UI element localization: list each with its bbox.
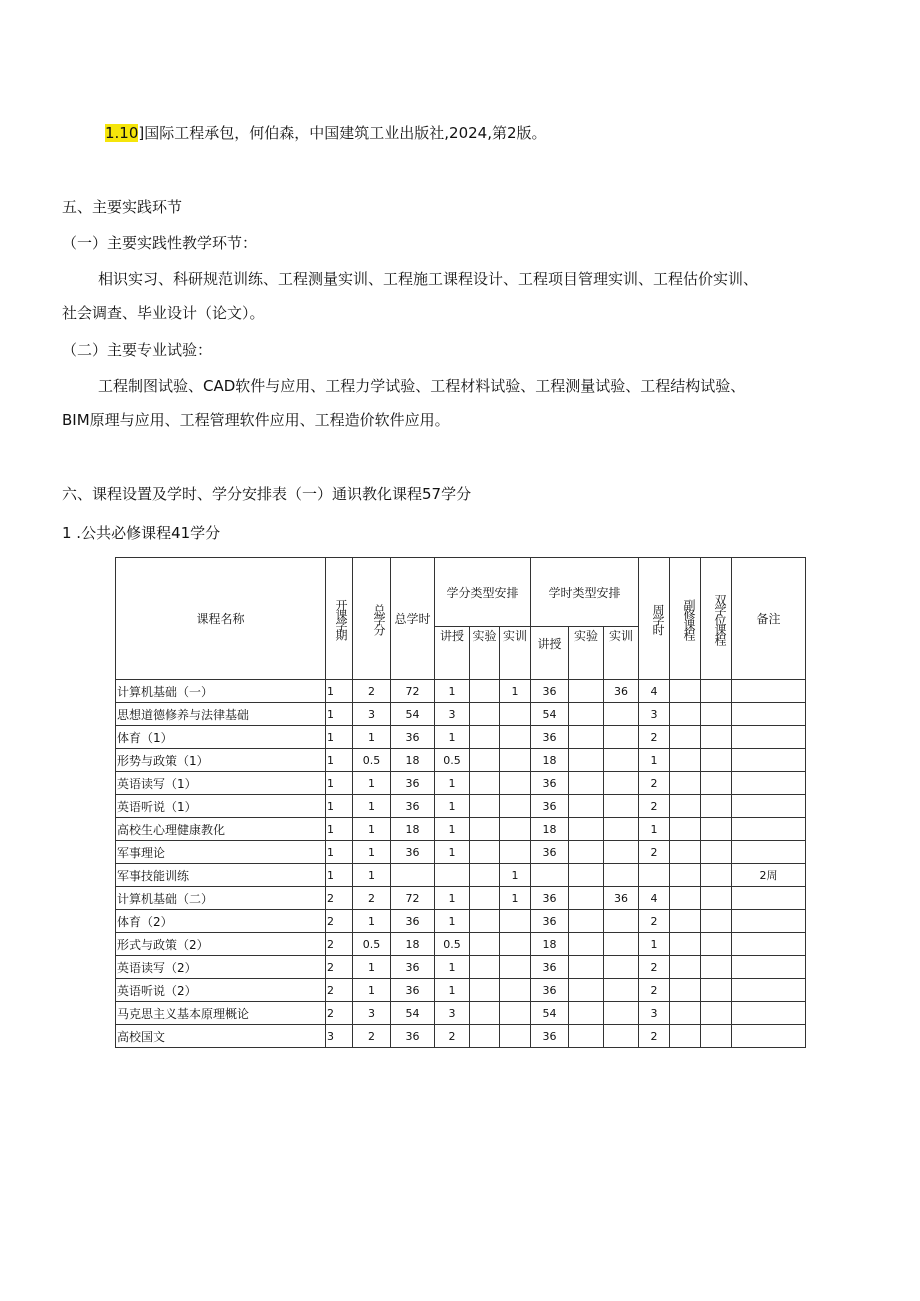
cell-credits: 0.5 [353,749,391,772]
cell-hours [391,864,435,887]
cell-credit-lecture: 0.5 [435,749,470,772]
cell-remark [732,795,806,818]
cell-hour-experiment [569,864,604,887]
cell-double [701,818,732,841]
cell-hour-lecture: 36 [531,979,569,1002]
header-minor-course: 副修课程 [670,558,701,680]
header-credit-training: 实训 [500,627,531,680]
header-total-credits: 总学分 [353,558,391,680]
cell-credit-experiment [470,1025,500,1048]
cell-minor [670,795,701,818]
cell-double [701,703,732,726]
cell-semester: 2 [326,910,353,933]
cell-credits: 1 [353,795,391,818]
cell-credits: 1 [353,910,391,933]
cell-hour-experiment [569,910,604,933]
table-row [116,933,806,956]
cell-credit-lecture: 0.5 [435,933,470,956]
table-row [116,979,806,1002]
cell-hour-training [604,956,639,979]
cell-weekly: 4 [639,887,670,910]
cell-name: 英语读写（1） [116,772,326,795]
cell-hours: 72 [391,887,435,910]
section5-sub1-heading: （一）主要实践性教学环节： [62,234,258,252]
cell-remark [732,703,806,726]
cell-name: 计算机基础（一） [116,680,326,703]
cell-hour-lecture: 18 [531,749,569,772]
cell-remark [732,680,806,703]
cell-credit-experiment [470,910,500,933]
cell-semester: 1 [326,795,353,818]
cell-double [701,841,732,864]
header-hour-training: 实训 [604,627,639,680]
cell-credit-training [500,749,531,772]
cell-minor [670,864,701,887]
cell-credit-training [500,726,531,749]
cell-hour-lecture: 54 [531,1002,569,1025]
cell-remark [732,910,806,933]
course-table [115,557,806,1048]
table-row [116,795,806,818]
cell-semester: 1 [326,818,353,841]
cell-hours: 54 [391,1002,435,1025]
cell-credit-experiment [470,703,500,726]
cell-hour-experiment [569,1025,604,1048]
cell-minor [670,910,701,933]
table-row [116,864,806,887]
cell-semester: 2 [326,979,353,1002]
cell-hour-experiment [569,933,604,956]
cell-weekly: 2 [639,956,670,979]
cell-credit-lecture: 1 [435,979,470,1002]
cell-hour-lecture: 54 [531,703,569,726]
cell-remark [732,956,806,979]
cell-credit-training: 1 [500,887,531,910]
reference-entry [105,123,547,143]
cell-credit-training [500,772,531,795]
cell-remark [732,933,806,956]
cell-hour-experiment [569,956,604,979]
cell-credit-lecture: 1 [435,910,470,933]
cell-credit-experiment [470,726,500,749]
cell-hour-lecture: 36 [531,795,569,818]
cell-weekly: 2 [639,979,670,1002]
cell-name: 英语读写（2） [116,956,326,979]
cell-credits: 1 [353,726,391,749]
cell-remark [732,726,806,749]
cell-remark [732,979,806,1002]
reference-text: ]国际工程承包，何伯森，中国建筑工业出版社,2024,第2版。 [138,124,547,142]
cell-name: 高校国文 [116,1025,326,1048]
cell-name: 思想道德修养与法律基础 [116,703,326,726]
cell-credits: 1 [353,979,391,1002]
section6-sub1-heading: 1 .公共必修课程41学分 [62,524,221,542]
cell-hour-training [604,1002,639,1025]
cell-hours: 36 [391,910,435,933]
cell-credit-experiment [470,864,500,887]
cell-credits: 3 [353,703,391,726]
cell-credits: 3 [353,1002,391,1025]
cell-name: 军事理论 [116,841,326,864]
cell-minor [670,933,701,956]
table-row [116,910,806,933]
cell-hour-experiment [569,1002,604,1025]
cell-hour-lecture: 18 [531,818,569,841]
table-row [116,772,806,795]
cell-credits: 1 [353,818,391,841]
table-row [116,956,806,979]
cell-weekly: 3 [639,1002,670,1025]
table-row [116,887,806,910]
cell-semester: 1 [326,680,353,703]
cell-credit-lecture: 1 [435,726,470,749]
cell-hour-training [604,979,639,1002]
reference-number-highlight: 1.10 [105,124,139,142]
cell-semester: 2 [326,933,353,956]
cell-double [701,1025,732,1048]
table-row [116,749,806,772]
header-credit-type: 学分类型安排 [435,558,531,627]
cell-minor [670,956,701,979]
cell-hours: 36 [391,979,435,1002]
section5-sub2-heading: （二）主要专业试验： [62,341,213,359]
cell-hour-training [604,749,639,772]
table-row [116,818,806,841]
cell-hour-experiment [569,726,604,749]
cell-name: 英语听说（1） [116,795,326,818]
cell-hours: 36 [391,726,435,749]
cell-semester: 1 [326,841,353,864]
cell-hours: 18 [391,933,435,956]
cell-credit-training [500,795,531,818]
cell-hour-lecture: 36 [531,956,569,979]
cell-semester: 2 [326,887,353,910]
cell-minor [670,1025,701,1048]
table-row [116,703,806,726]
cell-credit-lecture: 1 [435,956,470,979]
cell-hour-experiment [569,979,604,1002]
cell-hours: 36 [391,795,435,818]
cell-weekly: 2 [639,841,670,864]
cell-hour-lecture: 36 [531,772,569,795]
cell-semester: 2 [326,956,353,979]
cell-double [701,910,732,933]
cell-semester: 2 [326,1002,353,1025]
cell-credit-lecture: 1 [435,772,470,795]
cell-remark [732,818,806,841]
cell-minor [670,726,701,749]
section5-sub2-text-2: BIM原理与应用、工程管理软件应用、工程造价软件应用。 [62,411,450,429]
cell-credits: 2 [353,1025,391,1048]
cell-hour-training: 36 [604,680,639,703]
cell-double [701,726,732,749]
header-credit-lecture: 讲授 [435,627,470,680]
cell-name: 高校生心理健康教化 [116,818,326,841]
cell-credit-lecture: 3 [435,1002,470,1025]
cell-weekly: 1 [639,749,670,772]
header-weekly-hours: 周学时 [639,558,670,680]
cell-double [701,887,732,910]
section6-title: 六、课程设置及学时、学分安排表（一）通识教化课程57学分 [62,485,472,503]
cell-minor [670,703,701,726]
cell-weekly: 2 [639,772,670,795]
cell-hour-experiment [569,749,604,772]
cell-hours: 18 [391,818,435,841]
cell-credit-training [500,841,531,864]
cell-hour-training [604,841,639,864]
cell-weekly: 2 [639,1025,670,1048]
cell-credit-experiment [470,795,500,818]
cell-name: 马克思主义基本原理概论 [116,1002,326,1025]
cell-name: 形势与政策（1） [116,749,326,772]
cell-credits: 1 [353,841,391,864]
cell-hours: 72 [391,680,435,703]
cell-credit-training [500,979,531,1002]
cell-credit-lecture: 1 [435,887,470,910]
cell-remark [732,841,806,864]
cell-credit-experiment [470,841,500,864]
cell-credit-experiment [470,887,500,910]
cell-remark [732,749,806,772]
table-row [116,726,806,749]
cell-remark [732,887,806,910]
cell-credit-training: 1 [500,864,531,887]
header-course-name: 课程名称 [116,558,326,680]
cell-hour-experiment [569,772,604,795]
cell-hours: 36 [391,772,435,795]
cell-name: 英语听说（2） [116,979,326,1002]
cell-hours: 36 [391,841,435,864]
cell-minor [670,979,701,1002]
table-row [116,680,806,703]
cell-minor [670,680,701,703]
cell-credits: 1 [353,956,391,979]
cell-hour-training [604,818,639,841]
cell-credits: 1 [353,864,391,887]
cell-hour-experiment [569,841,604,864]
header-semester: 开课学期 [326,558,353,680]
cell-hour-experiment [569,795,604,818]
cell-name: 体育（2） [116,910,326,933]
cell-semester: 1 [326,726,353,749]
cell-credit-training [500,956,531,979]
cell-credit-training [500,1025,531,1048]
cell-credit-experiment [470,956,500,979]
cell-weekly: 1 [639,818,670,841]
cell-credit-training [500,818,531,841]
cell-semester: 3 [326,1025,353,1048]
cell-semester: 1 [326,703,353,726]
cell-hour-training [604,933,639,956]
cell-double [701,795,732,818]
cell-double [701,749,732,772]
cell-credit-lecture [435,864,470,887]
cell-name: 军事技能训练 [116,864,326,887]
header-hour-type: 学时类型安排 [531,558,639,627]
cell-hour-training [604,910,639,933]
cell-credit-lecture: 1 [435,680,470,703]
cell-credits: 0.5 [353,933,391,956]
cell-hours: 36 [391,1025,435,1048]
cell-hour-lecture: 36 [531,910,569,933]
section5-sub1-text-1: 相识实习、科研规范训练、工程测量实训、工程施工课程设计、工程项目管理实训、工程估价实训、 [98,270,759,288]
cell-credits: 1 [353,772,391,795]
cell-hour-training [604,772,639,795]
cell-hour-training: 36 [604,887,639,910]
cell-credit-training [500,703,531,726]
cell-credit-lecture: 2 [435,1025,470,1048]
cell-hours: 54 [391,703,435,726]
cell-minor [670,749,701,772]
cell-credit-lecture: 1 [435,841,470,864]
cell-credit-experiment [470,1002,500,1025]
cell-credit-experiment [470,772,500,795]
header-remark: 备注 [732,558,806,680]
cell-double [701,772,732,795]
section5-sub2-text-1: 工程制图试验、CAD软件与应用、工程力学试验、工程材料试验、工程测量试验、工程结构试验、 [98,377,746,395]
cell-hour-lecture [531,864,569,887]
cell-weekly: 4 [639,680,670,703]
cell-hour-training [604,726,639,749]
cell-weekly: 3 [639,703,670,726]
cell-semester: 1 [326,772,353,795]
cell-double [701,956,732,979]
cell-hour-experiment [569,703,604,726]
cell-hour-lecture: 36 [531,841,569,864]
cell-hour-training [604,795,639,818]
cell-minor [670,1002,701,1025]
cell-name: 体育（1） [116,726,326,749]
cell-weekly [639,864,670,887]
cell-credits: 2 [353,887,391,910]
cell-credit-training: 1 [500,680,531,703]
cell-weekly: 2 [639,795,670,818]
cell-hour-lecture: 36 [531,680,569,703]
cell-credit-training [500,910,531,933]
cell-double [701,933,732,956]
section5-title: 五、主要实践环节 [62,198,183,216]
cell-credit-experiment [470,818,500,841]
cell-credits: 2 [353,680,391,703]
cell-hour-lecture: 36 [531,1025,569,1048]
cell-remark [732,1002,806,1025]
cell-remark: 2周 [732,864,806,887]
table-row [116,1002,806,1025]
cell-hour-experiment [569,887,604,910]
cell-minor [670,841,701,864]
section5-sub1-text-2: 社会调查、毕业设计（论文）。 [62,304,265,322]
cell-credit-training [500,1002,531,1025]
cell-hour-lecture: 36 [531,887,569,910]
cell-credit-experiment [470,933,500,956]
cell-hour-lecture: 36 [531,726,569,749]
cell-semester: 1 [326,749,353,772]
table-row [116,1025,806,1048]
cell-weekly: 1 [639,933,670,956]
cell-hour-training [604,1025,639,1048]
header-hour-experiment: 实验 [569,627,604,680]
cell-hour-experiment [569,818,604,841]
cell-double [701,1002,732,1025]
header-credit-experiment: 实验 [470,627,500,680]
course-table-body [116,680,806,1048]
cell-minor [670,818,701,841]
cell-credit-training [500,933,531,956]
table-row [116,841,806,864]
cell-credit-experiment [470,979,500,1002]
cell-hour-lecture: 18 [531,933,569,956]
cell-hours: 36 [391,956,435,979]
cell-minor [670,887,701,910]
cell-double [701,979,732,1002]
cell-double [701,864,732,887]
cell-credit-experiment [470,680,500,703]
header-hour-lecture: 讲授 [531,627,569,680]
cell-name: 形式与政策（2） [116,933,326,956]
cell-remark [732,772,806,795]
cell-weekly: 2 [639,910,670,933]
cell-semester: 1 [326,864,353,887]
header-double-degree: 双学位课程 [701,558,732,680]
cell-remark [732,1025,806,1048]
cell-hour-experiment [569,680,604,703]
cell-hours: 18 [391,749,435,772]
cell-double [701,680,732,703]
cell-credit-lecture: 1 [435,818,470,841]
cell-credit-lecture: 1 [435,795,470,818]
cell-minor [670,772,701,795]
cell-name: 计算机基础（二） [116,887,326,910]
cell-weekly: 2 [639,726,670,749]
cell-hour-training [604,703,639,726]
header-total-hours: 总学时 [391,558,435,680]
cell-hour-training [604,864,639,887]
cell-credit-experiment [470,749,500,772]
cell-credit-lecture: 3 [435,703,470,726]
